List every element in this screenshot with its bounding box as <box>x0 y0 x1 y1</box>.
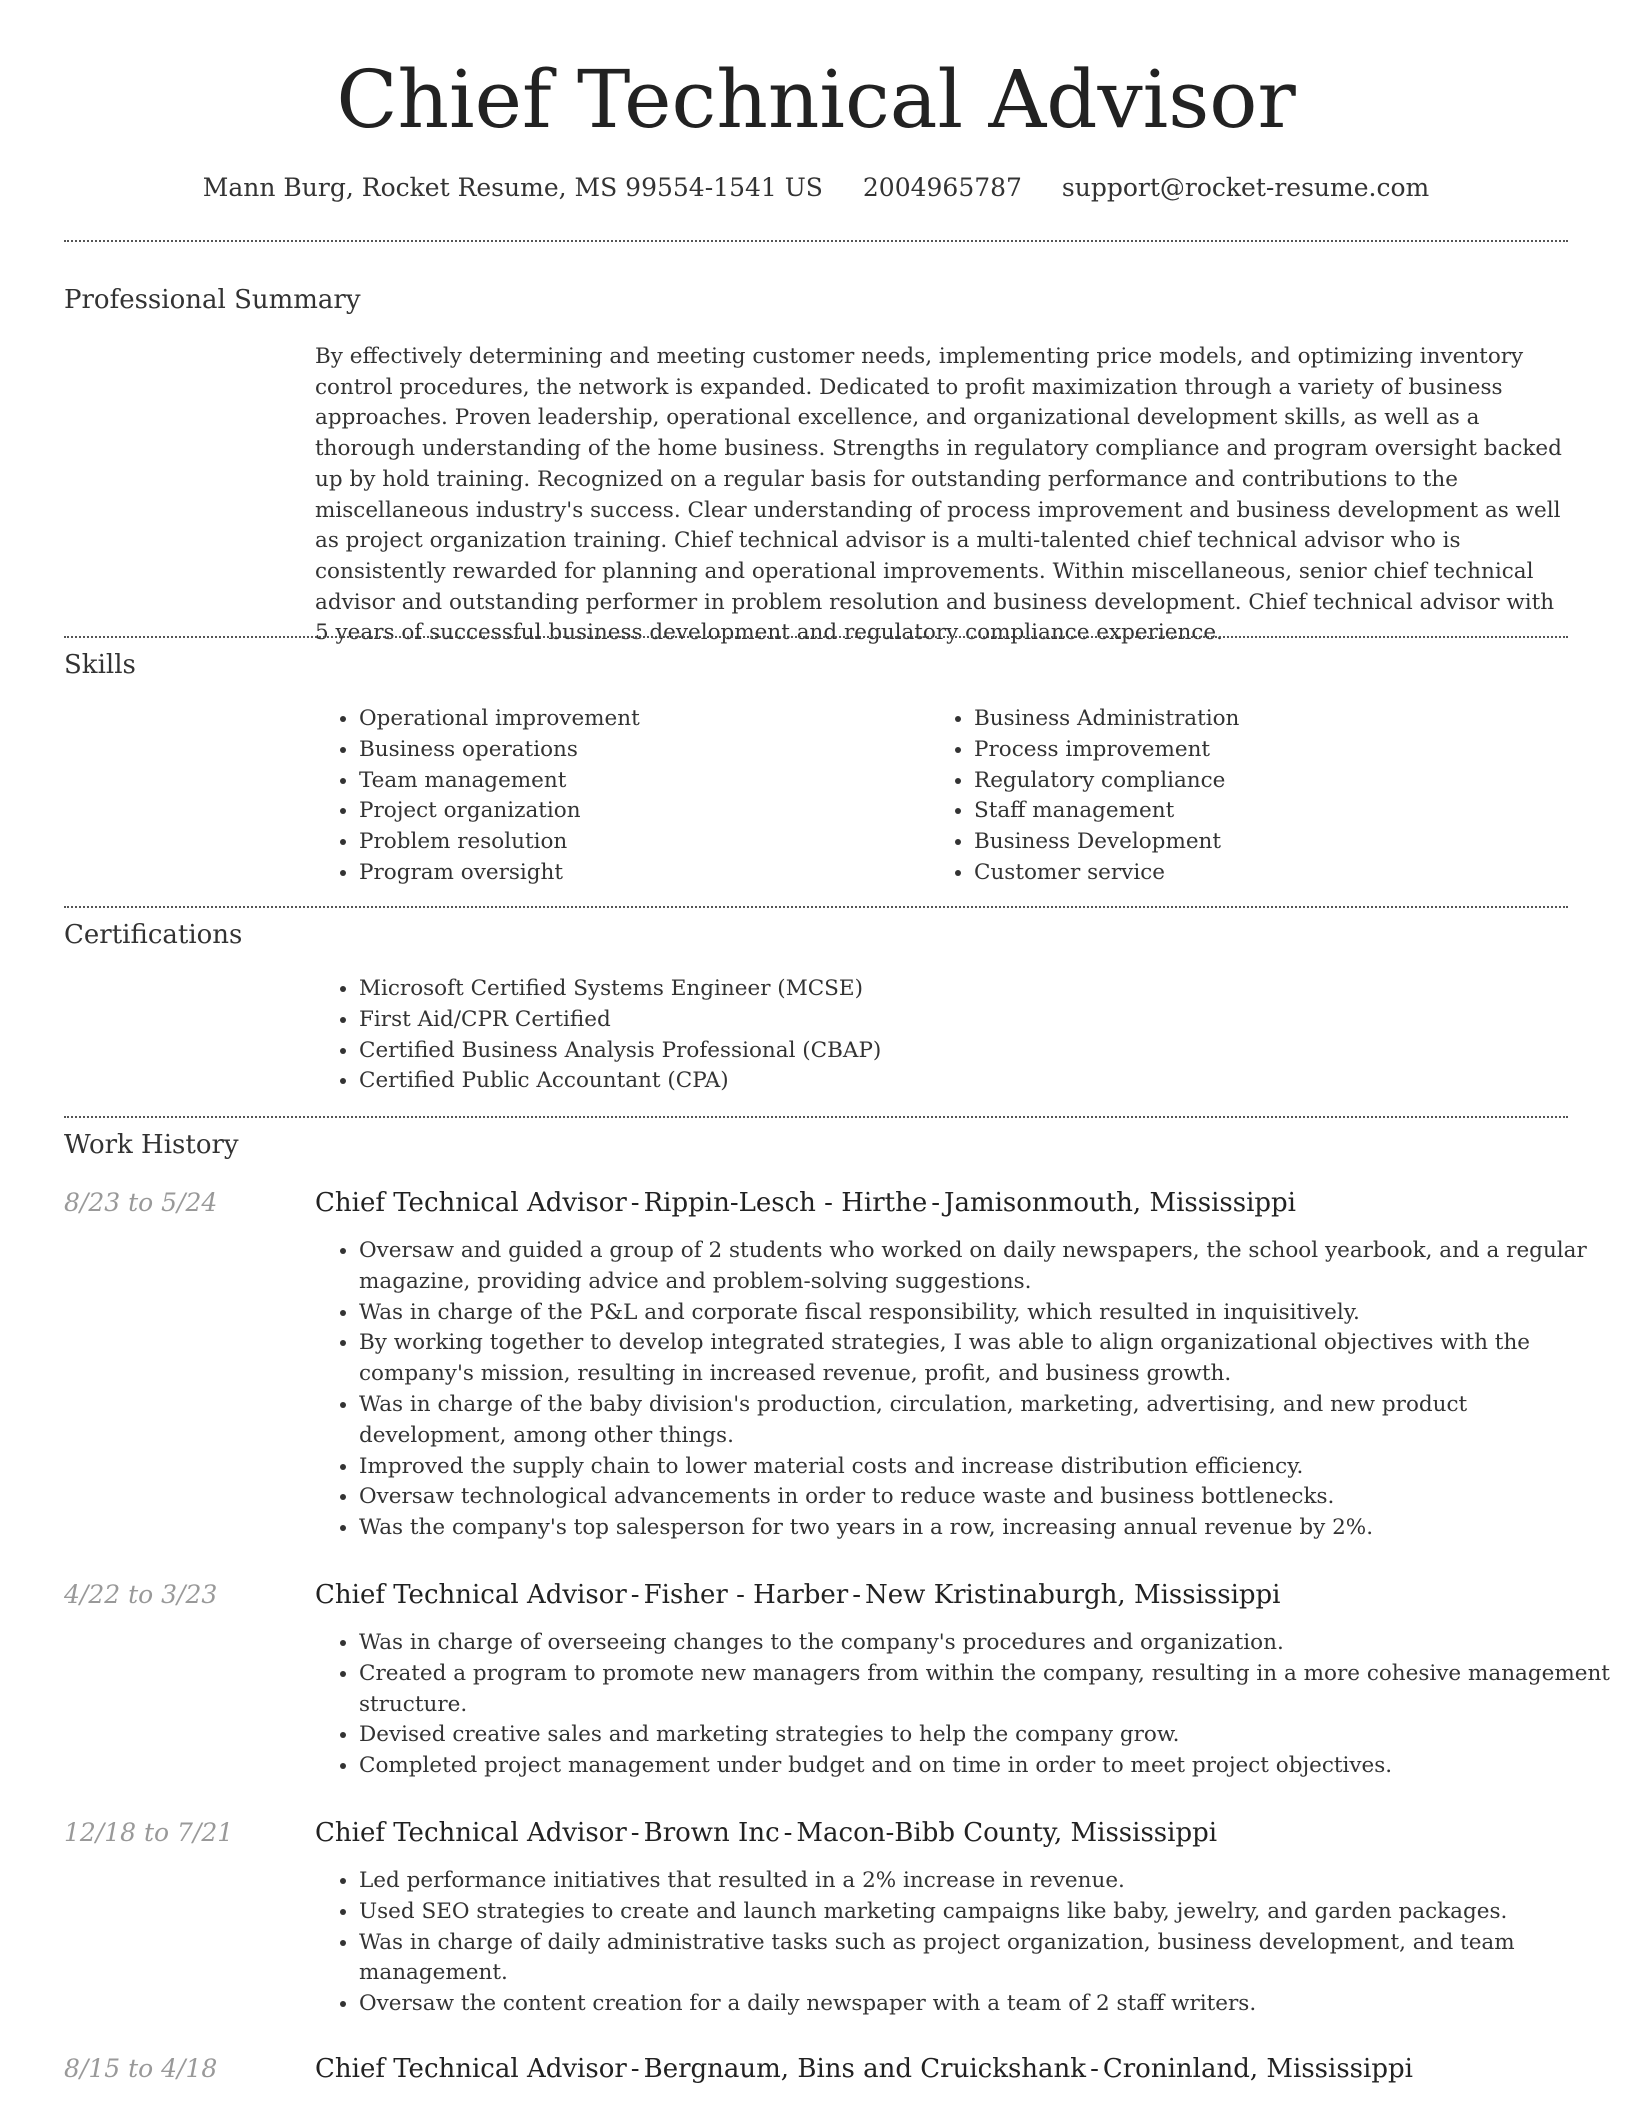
job-bullet: • Used SEO strategies to create and launch marketing campaigns like baby, jewelry, and garden packages. <box>359 1897 1612 1928</box>
job-bullet: • Was the company's top salesperson for two years in a row, increasing annual revenue by 2%. <box>359 1513 1612 1544</box>
contact-email: support@rocket-resume.com <box>1061 173 1430 202</box>
job-bullets <box>315 1236 1612 1544</box>
skills-list-left <box>315 704 919 889</box>
skill-item: • Business operations <box>359 735 919 766</box>
job-dates: 4/22 to 3/23 <box>64 1580 218 1609</box>
job-company: Bergnaum, Bins and Cruickshank <box>643 2054 1087 2084</box>
job-bullet: • Oversaw technological advancements in order to reduce waste and business bottlenecks. <box>359 1482 1612 1513</box>
contact-phone: 2004965787 <box>862 173 1022 202</box>
job-bullet: • Was in charge of daily administrative tasks such as project organization, business development, and team management. <box>359 1928 1612 1990</box>
job-heading: Chief Technical Advisor - Rippin-Lesch - Hirthe - Jamisonmouth, Mississippi <box>315 1188 1296 1218</box>
job-title: Chief Technical Advisor <box>315 1580 627 1610</box>
job-title: Chief Technical Advisor <box>315 1818 627 1848</box>
job-heading: Chief Technical Advisor - Bergnaum, Bins and Cruickshank - Croninland, Mississippi <box>315 2054 1413 2084</box>
job-title: Chief Technical Advisor <box>315 2054 627 2084</box>
divider <box>64 1116 1568 1118</box>
job-location: Jamisonmouth, Mississippi <box>944 1188 1296 1218</box>
skill-item: • Regulatory compliance <box>974 766 1574 797</box>
skills-list-right <box>930 704 1574 889</box>
summary-heading: Professional Summary <box>64 285 361 315</box>
skills-heading: Skills <box>64 650 136 680</box>
job-bullet: • Was in charge of the baby division's production, circulation, marketing, advertising, and new product development, among other things. <box>359 1390 1612 1452</box>
job-company: Fisher - Harber <box>643 1580 849 1610</box>
skill-item: • Project organization <box>359 796 919 827</box>
resume-name: Chief Technical Advisor <box>336 53 1296 146</box>
summary-text: By effectively determining and meeting customer needs, implementing price models, and optimizing inventory control procedures, the network is expanded. Dedicated to profit maximization through a variety of business approaches. Proven leadership, operational excellence, and organizational development skills, as well as a thorough understanding of the home business. Strengths in regulatory compliance and program oversight backed up by hold training. Recognized on a regular basis for outstanding performance and contributions to the miscellaneous industry's success. Clear understanding of process improvement and business development as well as project organization training. Chief technical advisor is a multi-talented chief technical advisor who is consistently rewarded for planning and operational improvements. Within miscellaneous, senior chief technical advisor and outstanding performer in problem resolution and business development. Chief technical advisor with 5 years of successful business development and regulatory compliance experience. <box>315 344 1562 646</box>
job-bullet: • Oversaw and guided a group of 2 students who worked on daily newspapers, the school yearbook, and a regular magazine, providing advice and problem-solving suggestions. <box>359 1236 1612 1298</box>
certifications-list <box>315 974 1559 1097</box>
skill-item: • Business Administration <box>974 704 1574 735</box>
job-bullets <box>315 1628 1612 1782</box>
job-bullet: • Oversaw the content creation for a daily newspaper with a team of 2 staff writers. <box>359 1989 1612 2020</box>
skill-item: • Staff management <box>974 796 1574 827</box>
skill-item: • Operational improvement <box>359 704 919 735</box>
skill-item: • Business Development <box>974 827 1574 858</box>
skill-item: • Problem resolution <box>359 827 919 858</box>
job-company: Brown Inc <box>643 1818 780 1848</box>
job-bullet: • Completed project management under budget and on time in order to meet project objectives. <box>359 1751 1612 1782</box>
job-bullet: • Was in charge of overseeing changes to the company's procedures and organization. <box>359 1628 1612 1659</box>
skill-item: • Team management <box>359 766 919 797</box>
work-history-heading: Work History <box>64 1130 239 1160</box>
job-location: New Kristinaburgh, Mississippi <box>865 1580 1281 1610</box>
divider <box>64 906 1568 908</box>
job-dates: 8/15 to 4/18 <box>64 2054 218 2083</box>
job-bullet: • By working together to develop integrated strategies, I was able to align organizational objectives with the company's mission, resulting in increased revenue, profit, and business growth. <box>359 1328 1612 1390</box>
job-title: Chief Technical Advisor <box>315 1188 627 1218</box>
job-bullet: • Led performance initiatives that resulted in a 2% increase in revenue. <box>359 1866 1612 1897</box>
contact-address: Mann Burg, Rocket Resume, MS 99554-1541 US <box>202 173 823 202</box>
certification-item: • Microsoft Certified Systems Engineer (MCSE) <box>359 974 1559 1005</box>
job-location: Macon-Bibb County, Mississippi <box>796 1818 1218 1848</box>
certification-item: • First Aid/CPR Certified <box>359 1005 1559 1036</box>
divider <box>64 636 1568 638</box>
job-heading: Chief Technical Advisor - Fisher - Harber - New Kristinaburgh, Mississippi <box>315 1580 1281 1610</box>
job-heading: Chief Technical Advisor - Brown Inc - Macon-Bibb County, Mississippi <box>315 1818 1218 1848</box>
skill-item: • Process improvement <box>974 735 1574 766</box>
contact-line <box>0 170 1632 206</box>
job-bullet: • Devised creative sales and marketing strategies to help the company grow. <box>359 1720 1612 1751</box>
job-bullet: • Created a program to promote new managers from within the company, resulting in a more cohesive management structure. <box>359 1659 1612 1721</box>
job-dates: 8/23 to 5/24 <box>64 1188 218 1217</box>
job-company: Rippin-Lesch - Hirthe <box>643 1188 928 1218</box>
divider <box>64 240 1568 242</box>
skill-item: • Customer service <box>974 858 1574 889</box>
job-bullet: • Improved the supply chain to lower material costs and increase distribution efficiency. <box>359 1452 1612 1483</box>
job-dates: 12/18 to 7/21 <box>64 1818 234 1847</box>
job-bullet: • Was in charge of the P&L and corporate fiscal responsibility, which resulted in inquisitively. <box>359 1298 1612 1329</box>
job-location: Croninland, Mississippi <box>1102 2054 1413 2084</box>
job-bullets <box>315 1866 1612 2020</box>
skill-item: • Program oversight <box>359 858 919 889</box>
certification-item: • Certified Public Accountant (CPA) <box>359 1066 1559 1097</box>
certification-item: • Certified Business Analysis Professional (CBAP) <box>359 1036 1559 1067</box>
certifications-heading: Certifications <box>64 920 243 950</box>
